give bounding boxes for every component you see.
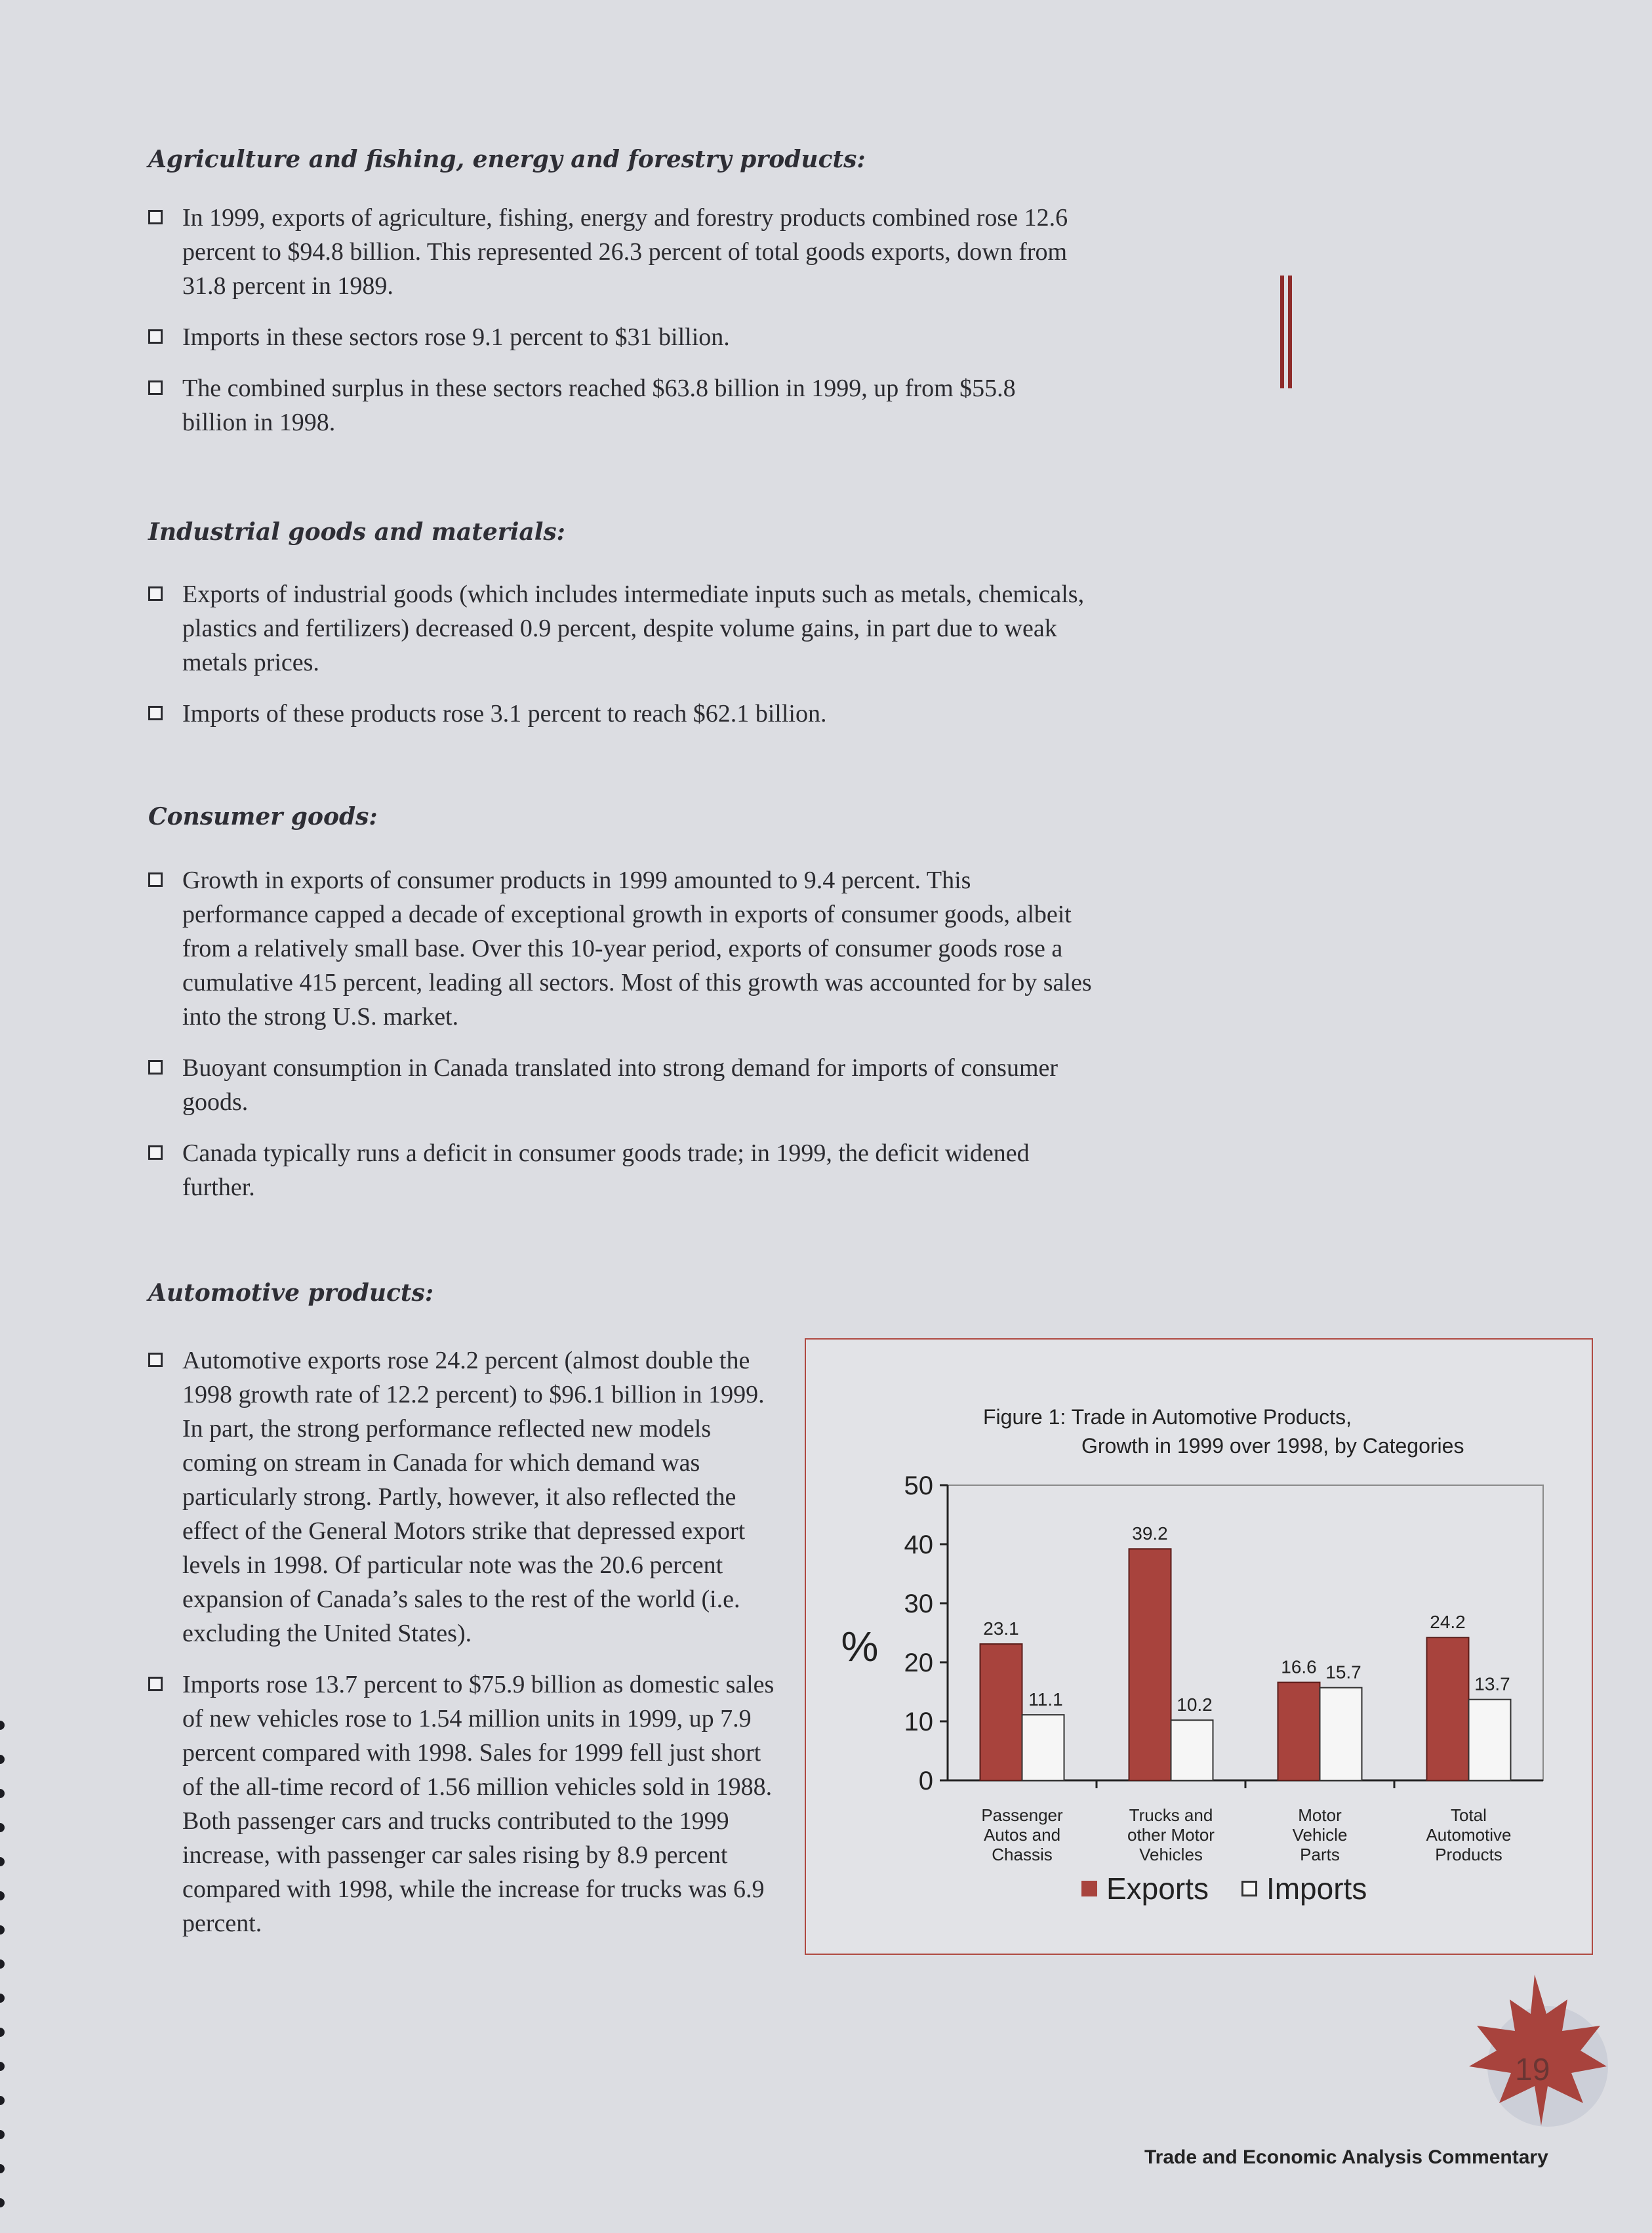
list-item: Buoyant consumption in Canada translated into strong demand for imports of consumer goods. (148, 1051, 1093, 1119)
x-tick-label: Trucks and (1129, 1805, 1213, 1825)
y-tick-label: 40 (904, 1530, 933, 1559)
legend-swatch-exports (1081, 1881, 1097, 1896)
data-label: 16.6 (1281, 1656, 1317, 1677)
data-label: 11.1 (1028, 1689, 1063, 1710)
bar-imports (1320, 1688, 1362, 1780)
list-item: Canada typically runs a deficit in consumer goods trade; in 1999, the deficit widened further. (148, 1136, 1093, 1204)
section-heading-industrial: Industrial goods and materials: (148, 518, 565, 546)
bullet-list-consumer (148, 863, 1093, 1221)
list-item: Imports of these products rose 3.1 percent to reach $62.1 billion. (148, 697, 1086, 731)
bullet-list-agriculture (148, 201, 1086, 457)
bullet-list-automotive (148, 1343, 784, 1957)
checkbox-bullet-icon (148, 1145, 163, 1160)
checkbox-bullet-icon (148, 1353, 163, 1367)
chart-legend (1081, 1871, 1367, 1906)
checkbox-bullet-icon (148, 872, 163, 887)
x-tick-label: other Motor (1127, 1825, 1215, 1845)
list-item: Imports rose 13.7 percent to $75.9 billion as domestic sales of new vehicles rose to 1.54 million units in 1999, up 7.9 percent compared with 1998. Sales for 1999 fell just short of the all-time record of 1.56 million vehicles sold in 1988. Both passenger cars and trucks contributed to the 1999 increase, with passenger car sales rising by 8.9 percent compared with 1998, while the increase for trucks was 6.9 percent. (148, 1668, 784, 1940)
margin-rule (1280, 276, 1284, 388)
x-tick-label: Parts (1300, 1845, 1340, 1864)
list-item: Automotive exports rose 24.2 percent (almost double the 1998 growth rate of 12.2 percent) to $96.1 billion in 1999. In part, the strong performance reflected new models coming on stream in Canada for which demand was particularly strong. Partly, however, it also reflected the effect of the General Motors strike that depressed export levels in 1998. Of particular note was the 20.6 percent expansion of Canada’s sales to the rest of the world (i.e. excluding the United States). (148, 1343, 784, 1650)
y-tick-label: 30 (904, 1589, 933, 1618)
bar-chart (806, 1340, 1592, 1954)
bar-imports (1469, 1700, 1511, 1780)
y-tick-label: 50 (904, 1471, 933, 1500)
bar-imports (1022, 1715, 1064, 1780)
data-label: 13.7 (1474, 1673, 1510, 1694)
data-label: 10.2 (1177, 1694, 1213, 1715)
legend-swatch-imports (1241, 1881, 1257, 1896)
binding-holes (0, 1719, 9, 2230)
data-label: 39.2 (1132, 1523, 1168, 1544)
section-heading-agriculture: Agriculture and fishing, energy and forestry products: (148, 146, 866, 173)
x-tick-label: Autos and (983, 1825, 1061, 1845)
checkbox-bullet-icon (148, 380, 163, 395)
bar-imports (1171, 1720, 1213, 1780)
x-tick-label: Chassis (992, 1845, 1053, 1864)
checkbox-bullet-icon (148, 706, 163, 720)
data-label: 24.2 (1430, 1612, 1466, 1633)
legend-label-exports: Exports (1106, 1872, 1209, 1906)
bar-exports (1278, 1683, 1320, 1780)
x-tick-label: Vehicle (1292, 1825, 1348, 1845)
checkbox-bullet-icon (148, 210, 163, 224)
chart-title-line2: Growth in 1999 over 1998, by Categories (1081, 1434, 1464, 1458)
margin-rule (1288, 276, 1292, 388)
bullet-list-industrial (148, 577, 1086, 748)
section-heading-consumer: Consumer goods: (148, 803, 378, 830)
x-tick-label: Automotive (1426, 1825, 1512, 1845)
data-label: 15.7 (1325, 1662, 1361, 1683)
publication-title: Trade and Economic Analysis Commentary (1144, 2146, 1548, 2168)
list-item: Imports in these sectors rose 9.1 percent to $31 billion. (148, 320, 1086, 354)
checkbox-bullet-icon (148, 1060, 163, 1075)
list-item: In 1999, exports of agriculture, fishing, energy and forestry products combined rose 12.6 percent to $94.8 billion. This represented 26.3 percent of total goods exports, down from 31.8 percent in 1989. (148, 201, 1086, 303)
chart-title-line1: Figure 1: Trade in Automotive Products, (983, 1405, 1352, 1429)
figure-automotive-trade (805, 1338, 1593, 1955)
list-item: The combined surplus in these sectors reached $63.8 billion in 1999, up from $55.8 billion in 1998. (148, 371, 1086, 440)
data-label: 23.1 (983, 1618, 1019, 1639)
section-heading-automotive: Automotive products: (148, 1279, 434, 1307)
y-tick-label: 20 (904, 1649, 933, 1677)
checkbox-bullet-icon (148, 586, 163, 601)
y-tick-label: 10 (904, 1708, 933, 1736)
x-tick-label: Passenger (981, 1805, 1063, 1825)
bar-exports (1129, 1549, 1171, 1780)
list-item: Exports of industrial goods (which includes intermediate inputs such as metals, chemicals, plastics and fertilizers) decreased 0.9 percent, despite volume gains, in part due to weak metals prices. (148, 577, 1086, 680)
x-tick-label: Motor (1298, 1805, 1342, 1825)
x-tick-label: Total (1451, 1805, 1487, 1825)
checkbox-bullet-icon (148, 1677, 163, 1691)
y-tick-label: 0 (918, 1767, 933, 1795)
y-axis-label: % (841, 1623, 879, 1670)
checkbox-bullet-icon (148, 329, 163, 344)
legend-label-imports: Imports (1266, 1872, 1367, 1906)
page-number: 19 (1515, 2053, 1550, 2087)
bar-exports (1427, 1637, 1469, 1780)
list-item: Growth in exports of consumer products in 1999 amounted to 9.4 percent. This performance capped a decade of exceptional growth in exports of consumer goods, albeit from a relatively small base. Over this 10-year period, exports of consumer goods rose a cumulative 415 percent, leading all sectors. Most of this growth was accounted for by sales into the strong U.S. market. (148, 863, 1093, 1034)
x-tick-label: Vehicles (1139, 1845, 1203, 1864)
bar-exports (980, 1644, 1022, 1780)
x-tick-label: Products (1435, 1845, 1502, 1864)
